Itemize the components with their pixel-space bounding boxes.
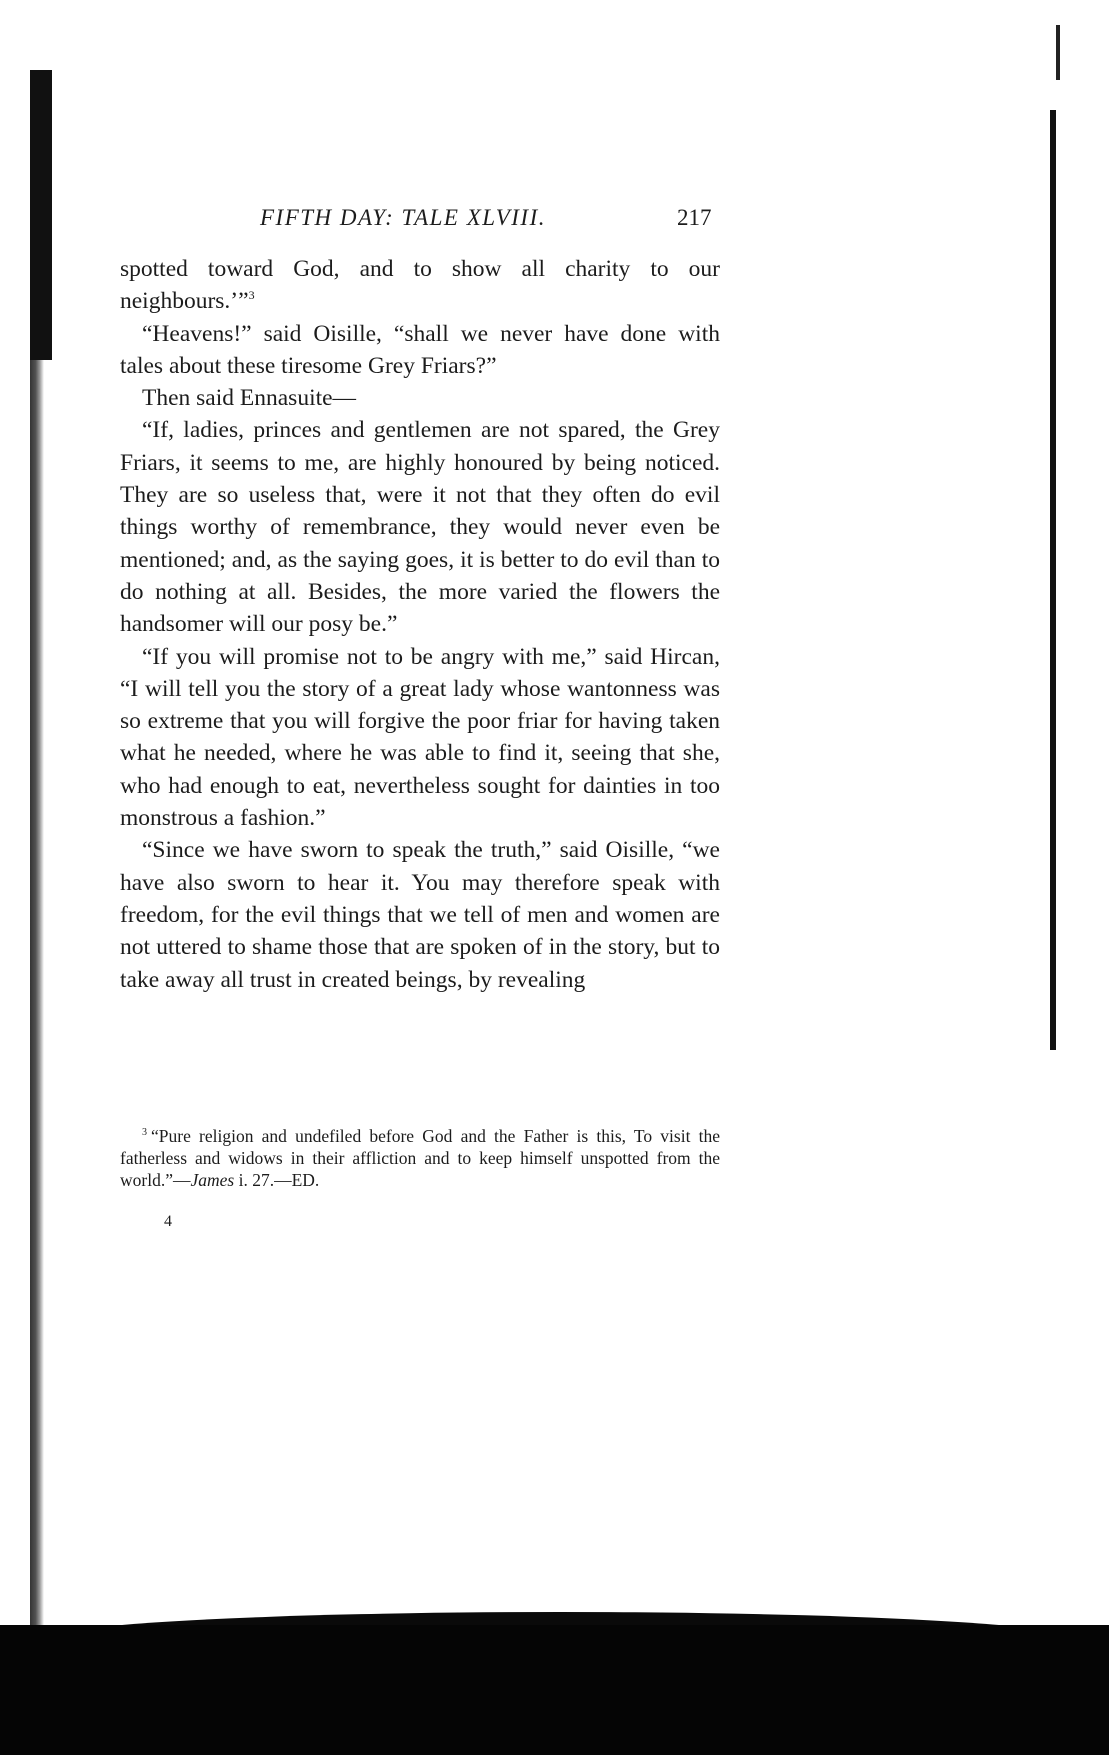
footnote-citation: James [190, 1170, 235, 1190]
footnote-text-end: i. 27.—ED. [234, 1170, 320, 1190]
page-number: 217 [677, 205, 712, 230]
paragraph-4: “If, ladies, princes and gentlemen are not spared, the Grey Friars, it seems to me, are highly honoured by being noticed. They are so useless that, were it not that they often do evil things worthy of remembrance, they would never even be mentioned; and, as the saying goes, it is better to do evil than to do nothing at all. Besides, the more varied the flowers the handsomer will our posy be.” [120, 417, 720, 638]
paragraph-1-text: spotted toward God, and to show all charity to our neighbours.’” [120, 256, 720, 315]
scan-edge-right [1050, 110, 1056, 1050]
paragraph-1 [120, 253, 720, 318]
footnote [120, 1125, 720, 1191]
running-head: FIFTH DAY: TALE XLVIII. [260, 205, 546, 230]
paragraph-6: “Since we have sworn to speak the truth,” said Oisille, “we have also sworn to hear it. You may therefore speak with freedom, for the evil things that we tell of men and women are not uttered to shame those that are spoken of in the story, but to take away all trust in created beings, by revealing [120, 837, 720, 993]
footnote-paragraph [120, 1125, 720, 1191]
scan-binding-left [30, 70, 52, 360]
paragraph-5: “If you will promise not to be angry with me,” said Hircan, “I will tell you the story of a great lady whose wantonness was so extreme that you will forgive the poor friar for having taken what he needed, where he was able to find it, seeing that she, who had enough to eat, nevertheless sought for dainties in too monstrous a fashion.” [120, 643, 720, 832]
footnote-text: “Pure religion and undefiled before God and the Father is this, To visit the fatherless and widows in their affliction and to keep himself unspotted from the world.”— [120, 1126, 720, 1190]
page-header [120, 205, 720, 241]
body-text [120, 253, 720, 996]
signature-mark: 4 [164, 1213, 172, 1230]
scan-shadow-bottom [0, 1625, 1109, 1755]
paragraph-3: Then said Ennasuite— [142, 385, 357, 412]
footnote-reference: 3 [248, 288, 255, 303]
footnote-marker: 3 [142, 1127, 147, 1139]
paragraph-2: “Heavens!” said Oisille, “shall we never have done with tales about these tiresome Grey Friars?” [120, 320, 720, 379]
scan-edge-right-top [1056, 25, 1060, 80]
